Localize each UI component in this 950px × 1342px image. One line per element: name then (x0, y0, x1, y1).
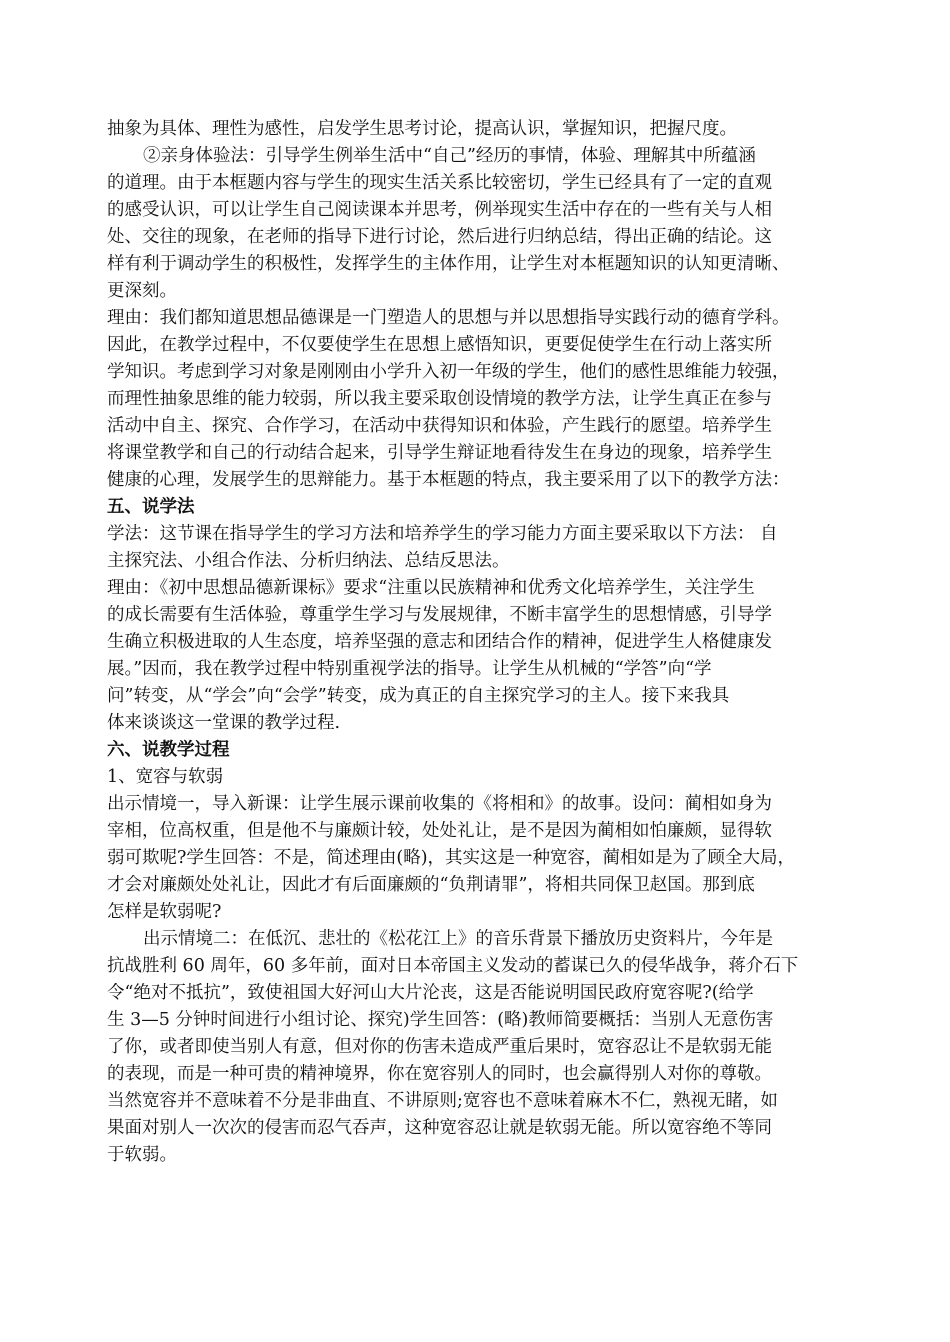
text-line: 的感受认识，可以让学生自己阅读课本并思考，例举现实生活中存在的一些有关与人相 (107, 200, 772, 220)
text-line: 的成长需要有生活体验，尊重学生学习与发展规律，不断丰富学生的思想情感，引导学 (107, 605, 772, 625)
text-line: 的道理。由于本框题内容与学生的现实生活关系比较密切，学生已经具有了一定的直观 (107, 173, 772, 193)
section-heading: 五、说学法 (107, 497, 195, 517)
text-line: 抽象为具体、理性为感性，启发学生思考讨论，提高认识，掌握知识，把握尺度。 (107, 119, 737, 139)
text-line: 1、宽容与软弱 (107, 767, 224, 787)
text-line: 学法：这节课在指导学生的学习方法和培养学生的学习能力方面主要采取以下方法： 自 (107, 524, 778, 544)
text-line: 样有利于调动学生的积极性，发挥学生的主体作用，让学生对本框题知识的认知更清晰、 (107, 254, 790, 274)
text-line: 怎样是软弱呢? (107, 902, 222, 922)
text-line: 于软弱。 (107, 1145, 177, 1165)
text-line: 抗战胜利 60 周年，60 多年前，面对日本帝国主义发动的蓄谋已久的侵华战争，蒋介石下 (107, 956, 799, 976)
text-line: 将课堂教学和自己的行动结合起来，引导学生辩证地看待发生在身边的现象，培养学生 (107, 443, 772, 463)
text-line: 才会对廉颇处处礼让，因此才有后面廉颇的“负荆请罪”，将相共同保卫赵国。那到底 (107, 875, 755, 895)
text-line: 处、交往的现象，在老师的指导下进行讨论，然后进行归纳总结，得出正确的结论。这 (107, 227, 772, 247)
text-line: 体来谈谈这一堂课的教学过程. (107, 713, 341, 733)
text-line: 理由：《初中思想品德新课标》要求“注重以民族精神和优秀文化培养学生，关注学生 (107, 578, 755, 598)
text-line: 问”转变，从“学会”向“会学”转变，成为真正的自主探究学习的主人。接下来我具 (107, 686, 730, 706)
text-line: 出示情境一，导入新课：让学生展示课前收集的《将相和》的故事。设问：蔺相如身为 (107, 794, 772, 814)
text-line: 展。”因而，我在教学过程中特别重视学法的指导。让学生从机械的“学答”向“学 (107, 659, 712, 679)
text-line: 的表现，而是一种可贵的精神境界，你在宽容别人的同时，也会赢得别人对你的尊敬。 (107, 1064, 772, 1084)
section-heading: 六、说教学过程 (107, 740, 230, 760)
text-line: 弱可欺呢?学生回答：不是，简述理由(略)，其实这是一种宽容，蔺相如是为了顾全大局， (107, 848, 796, 868)
text-line: 了你，或者即使当别人有意，但对你的伤害未造成严重后果时，宽容忍让不是软弱无能 (107, 1037, 772, 1057)
text-line: 主探究法、小组合作法、分析归纳法、总结反思法。 (107, 551, 510, 571)
text-line: 果面对别人一次次的侵害而忍气吞声，这种宽容忍让就是软弱无能。所以宽容绝不等同 (107, 1118, 772, 1138)
text-line: 活动中自主、探究、合作学习，在活动中获得知识和体验，产生践行的愿望。培养学生 (107, 416, 772, 436)
text-line: 令“绝对不抵抗”，致使祖国大好河山大片沦丧，这是否能说明国民政府宽容呢?(给学 (107, 983, 754, 1003)
text-line: 当然宽容并不意味着不分是非曲直、不讲原则;宽容也不意味着麻木不仁，熟视无睹，如 (107, 1091, 778, 1111)
text-line: 而理性抽象思维的能力较弱，所以我主要采取创设情境的教学方法，让学生真正在参与 (107, 389, 772, 409)
text-line: 出示情境二：在低沉、悲壮的《松花江上》的音乐背景下播放历史资料片，今年是 (143, 929, 773, 949)
text-line: 宰相，位高权重，但是他不与廉颇计较，处处礼让，是不是因为蔺相如怕廉颇，显得软 (107, 821, 772, 841)
text-line: 理由：我们都知道思想品德课是一门塑造人的思想与并以思想指导实践行动的德育学科。 (107, 308, 790, 328)
text-line: 生 3—5 分钟时间进行小组讨论、探究)学生回答：(略)教师简要概括：当别人无意伤害 (107, 1010, 774, 1030)
text-line: 生确立积极进取的人生态度，培养坚强的意志和团结合作的精神，促进学生人格健康发 (107, 632, 772, 652)
text-line: 学知识。考虑到学习对象是刚刚由小学升入初一年级的学生，他们的感性思维能力较强， (107, 362, 790, 382)
text-line: ②亲身体验法：引导学生例举生活中“自己”经历的事情，体验、理解其中所蕴涵 (143, 146, 756, 166)
text-line: 因此，在教学过程中，不仅要使学生在思想上感悟知识，更要促使学生在行动上落实所 (107, 335, 772, 355)
text-line: 更深刻。 (107, 281, 177, 301)
document-page (107, 116, 853, 1169)
text-line: 健康的心理，发展学生的思辩能力。基于本框题的特点，我主要采用了以下的教学方法： (107, 470, 790, 490)
